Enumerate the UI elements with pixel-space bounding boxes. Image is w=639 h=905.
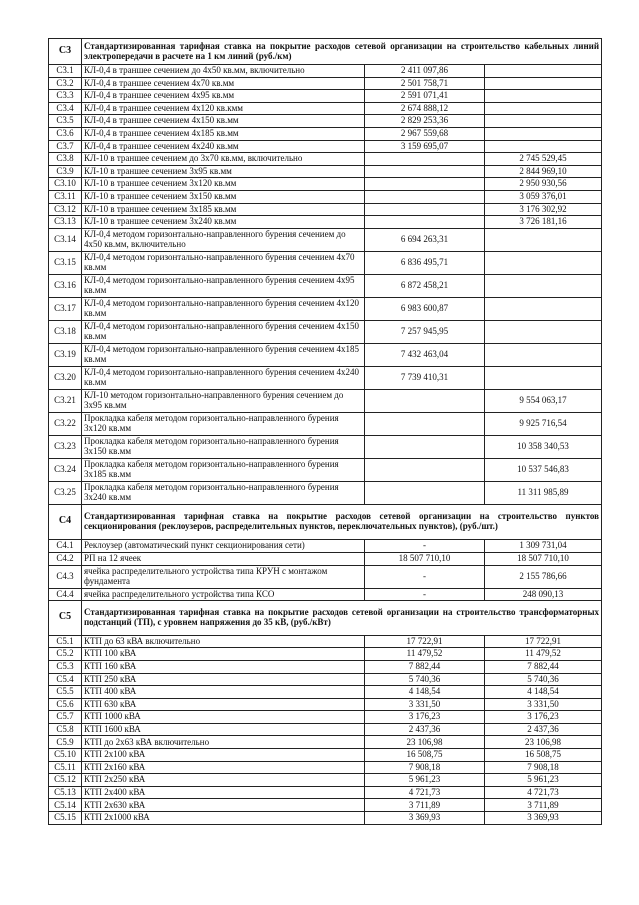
row-description: КТП 250 кВА	[82, 673, 365, 686]
table-row	[49, 203, 602, 216]
section-header-row	[49, 39, 602, 65]
section-title: Стандартизированная тарифная ставка на покрытие расходов сетевой организации на строительство кабельных линий электропередачи в расчете на 1 км линий (руб./км)	[82, 39, 602, 65]
table-body	[49, 39, 602, 825]
table-row	[49, 481, 602, 504]
table-row	[49, 761, 602, 774]
value-col-1: 11 479,52	[365, 648, 485, 661]
table-row	[49, 366, 602, 389]
table-row	[49, 786, 602, 799]
value-col-1	[365, 389, 485, 412]
value-col-2: 2 844 969,10	[485, 165, 602, 178]
table-row	[49, 115, 602, 128]
row-description: КЛ-0,4 в траншее сечением 4х150 кв.мм	[82, 115, 365, 128]
row-description: РП на 12 ячеек	[82, 552, 365, 565]
row-code: C3.3	[49, 90, 82, 103]
row-code: C3.20	[49, 366, 82, 389]
value-col-1: 7 882,44	[365, 660, 485, 673]
table-row	[49, 297, 602, 320]
value-col-2: 1 309 731,04	[485, 539, 602, 552]
value-col-1	[365, 190, 485, 203]
table-row	[49, 228, 602, 251]
row-code: C3.4	[49, 102, 82, 115]
value-col-2: 248 090,13	[485, 588, 602, 600]
value-col-2	[485, 90, 602, 103]
row-description: КЛ-0,4 в траншее сечением 4х95 кв.мм	[82, 90, 365, 103]
row-code: C5.9	[49, 736, 82, 749]
row-description: КЛ-10 в траншее сечением до 3х70 кв.мм, включительно	[82, 153, 365, 166]
row-description: КЛ-10 в траншее сечением 3х95 кв.мм	[82, 165, 365, 178]
section-title: Стандартизированная тарифная ставка на покрытие расходов сетевой организации на строительство трансформаторных подстанций (ТП), с уровнем напряжения до 35 кВ, (руб./кВт)	[82, 600, 602, 635]
table-row	[49, 320, 602, 343]
value-col-1: 4 148,54	[365, 686, 485, 699]
table-row	[49, 588, 602, 600]
value-col-1: 17 722,91	[365, 635, 485, 648]
row-description: КЛ-10 в траншее сечением 3х240 кв.мм	[82, 216, 365, 229]
value-col-1: 2 674 888,12	[365, 102, 485, 115]
row-description: КЛ-0,4 в траншее сечением 4х185 кв.мм	[82, 127, 365, 140]
row-description: КТП 100 кВА	[82, 648, 365, 661]
value-col-1	[365, 165, 485, 178]
row-description: КЛ-0,4 в траншее сечением 4х70 кв.мм	[82, 77, 365, 90]
row-code: C5.5	[49, 686, 82, 699]
value-col-2: 23 106,98	[485, 736, 602, 749]
value-col-2: 2 745 529,45	[485, 153, 602, 166]
value-col-1: 4 721,73	[365, 786, 485, 799]
row-description: КЛ-0,4 в траншее сечением 4х240 кв.мм	[82, 140, 365, 153]
value-col-1: 3 711,89	[365, 799, 485, 812]
value-col-2: 5 740,36	[485, 673, 602, 686]
table-row	[49, 686, 602, 699]
value-col-2: 5 961,23	[485, 774, 602, 787]
table-row	[49, 565, 602, 588]
table-row	[49, 65, 602, 78]
table-row	[49, 698, 602, 711]
value-col-2	[485, 251, 602, 274]
value-col-2	[485, 65, 602, 78]
row-description: ячейка распределительного устройства типа КСО	[82, 588, 365, 600]
table-row	[49, 812, 602, 825]
value-col-2	[485, 297, 602, 320]
value-col-2: 7 882,44	[485, 660, 602, 673]
row-description: КЛ-0,4 методом горизонтально-направленного бурения сечением 4х95 кв.мм	[82, 274, 365, 297]
value-col-1	[365, 178, 485, 191]
value-col-1: -	[365, 539, 485, 552]
row-description: КТП 2х630 кВА	[82, 799, 365, 812]
value-col-2: 3 176,23	[485, 711, 602, 724]
row-description: Прокладка кабеля методом горизонтально-направленного бурения 3х240 кв.мм	[82, 481, 365, 504]
table-row	[49, 343, 602, 366]
value-col-1: 2 591 071,41	[365, 90, 485, 103]
row-description: КТП 1600 кВА	[82, 723, 365, 736]
row-description: КТП 2х250 кВА	[82, 774, 365, 787]
value-col-2: 10 537 546,83	[485, 458, 602, 481]
value-col-1: 6 836 495,71	[365, 251, 485, 274]
value-col-1: 16 508,75	[365, 749, 485, 762]
table-row	[49, 774, 602, 787]
value-col-1: 2 967 559,68	[365, 127, 485, 140]
value-col-1: 5 740,36	[365, 673, 485, 686]
tariff-rates-table	[48, 38, 602, 825]
row-description: Прокладка кабеля методом горизонтально-направленного бурения 3х185 кв.мм	[82, 458, 365, 481]
row-code: C5.1	[49, 635, 82, 648]
row-description: КЛ-0,4 методом горизонтально-направленного бурения сечением 4х70 кв.мм	[82, 251, 365, 274]
table-row	[49, 77, 602, 90]
row-code: C3.7	[49, 140, 82, 153]
table-row	[49, 673, 602, 686]
section-code: C3	[49, 39, 82, 65]
table-row	[49, 458, 602, 481]
row-description: Реклоузер (автоматический пункт секционирования сети)	[82, 539, 365, 552]
row-description: КТП 2х400 кВА	[82, 786, 365, 799]
row-description: КЛ-0,4 методом горизонтально-направленного бурения сечением до 4х50 кв.мм, включительно	[82, 228, 365, 251]
row-description: КЛ-0,4 методом горизонтально-направленного бурения сечением 4х185 кв.мм	[82, 343, 365, 366]
row-code: C3.18	[49, 320, 82, 343]
row-description: КЛ-0,4 в траншее сечением до 4х50 кв.мм, включительно	[82, 65, 365, 78]
table-row	[49, 723, 602, 736]
value-col-1	[365, 153, 485, 166]
row-description: КЛ-0,4 методом горизонтально-направленного бурения сечением 4х150 кв.мм	[82, 320, 365, 343]
row-code: C3.10	[49, 178, 82, 191]
value-col-2: 2 155 786,66	[485, 565, 602, 588]
value-col-1: 7 432 463,04	[365, 343, 485, 366]
row-code: C3.16	[49, 274, 82, 297]
value-col-2: 17 722,91	[485, 635, 602, 648]
row-description: КЛ-10 в траншее сечением 3х120 кв.мм	[82, 178, 365, 191]
value-col-2: 16 508,75	[485, 749, 602, 762]
value-col-2	[485, 274, 602, 297]
value-col-2: 3 726 181,16	[485, 216, 602, 229]
row-code: C5.2	[49, 648, 82, 661]
value-col-1: -	[365, 588, 485, 600]
row-code: C3.19	[49, 343, 82, 366]
value-col-2	[485, 140, 602, 153]
row-code: C5.14	[49, 799, 82, 812]
value-col-1: 6 872 458,21	[365, 274, 485, 297]
row-description: КТП до 2х63 кВА включительно	[82, 736, 365, 749]
row-code: C3.17	[49, 297, 82, 320]
row-code: C3.2	[49, 77, 82, 90]
row-code: C3.13	[49, 216, 82, 229]
value-col-2: 3 369,93	[485, 812, 602, 825]
row-code: C3.11	[49, 190, 82, 203]
value-col-2: 11 479,52	[485, 648, 602, 661]
value-col-1: -	[365, 565, 485, 588]
value-col-1: 23 106,98	[365, 736, 485, 749]
row-description: КЛ-0,4 методом горизонтально-направленного бурения сечением 4х240 кв.мм	[82, 366, 365, 389]
value-col-1	[365, 481, 485, 504]
row-code: C5.4	[49, 673, 82, 686]
value-col-1: 3 331,50	[365, 698, 485, 711]
table-row	[49, 178, 602, 191]
row-description: Прокладка кабеля методом горизонтально-направленного бурения 3х150 кв.мм	[82, 435, 365, 458]
row-description: КТП 400 кВА	[82, 686, 365, 699]
row-code: C3.1	[49, 65, 82, 78]
table-row	[49, 127, 602, 140]
value-col-2: 3 176 302,92	[485, 203, 602, 216]
row-description: КЛ-10 в траншее сечением 3х185 кв.мм	[82, 203, 365, 216]
row-code: C5.10	[49, 749, 82, 762]
row-description: КТП 160 кВА	[82, 660, 365, 673]
value-col-2: 9 925 716,54	[485, 412, 602, 435]
value-col-1: 5 961,23	[365, 774, 485, 787]
row-code: C3.14	[49, 228, 82, 251]
value-col-1: 3 159 695,07	[365, 140, 485, 153]
value-col-2	[485, 320, 602, 343]
row-description: КТП 630 кВА	[82, 698, 365, 711]
value-col-1: 2 829 253,36	[365, 115, 485, 128]
value-col-1: 6 694 263,31	[365, 228, 485, 251]
section-code: C4	[49, 504, 82, 539]
table-row	[49, 190, 602, 203]
table-row	[49, 552, 602, 565]
table-row	[49, 140, 602, 153]
table-row	[49, 799, 602, 812]
row-code: C5.6	[49, 698, 82, 711]
table-row	[49, 389, 602, 412]
value-col-2: 10 358 340,53	[485, 435, 602, 458]
row-code: C5.12	[49, 774, 82, 787]
table-row	[49, 736, 602, 749]
row-code: C5.8	[49, 723, 82, 736]
value-col-1	[365, 435, 485, 458]
table-row	[49, 648, 602, 661]
value-col-1: 3 176,23	[365, 711, 485, 724]
row-description: КЛ-0,4 в траншее сечением 4х120 кв.кмм	[82, 102, 365, 115]
row-code: C3.12	[49, 203, 82, 216]
row-code: C3.5	[49, 115, 82, 128]
row-code: C3.15	[49, 251, 82, 274]
table-row	[49, 539, 602, 552]
value-col-1	[365, 412, 485, 435]
table-row	[49, 435, 602, 458]
value-col-1	[365, 216, 485, 229]
value-col-1: 2 437,36	[365, 723, 485, 736]
row-description: КЛ-10 методом горизонтально-направленного бурения сечением до 3х95 кв.мм	[82, 389, 365, 412]
value-col-2: 4 721,73	[485, 786, 602, 799]
row-code: C3.9	[49, 165, 82, 178]
value-col-2	[485, 228, 602, 251]
table-row	[49, 102, 602, 115]
row-code: C3.23	[49, 435, 82, 458]
table-row	[49, 274, 602, 297]
value-col-2	[485, 127, 602, 140]
row-description: Прокладка кабеля методом горизонтально-направленного бурения 3х120 кв.мм	[82, 412, 365, 435]
row-code: C3.8	[49, 153, 82, 166]
value-col-1: 2 411 097,86	[365, 65, 485, 78]
value-col-1: 3 369,93	[365, 812, 485, 825]
section-header-row	[49, 504, 602, 539]
value-col-2: 7 908,18	[485, 761, 602, 774]
table-row	[49, 711, 602, 724]
row-description: КТП до 63 кВА включительно	[82, 635, 365, 648]
row-description: КТП 1000 кВА	[82, 711, 365, 724]
row-code: C5.11	[49, 761, 82, 774]
row-description: КТП 2х100 кВА	[82, 749, 365, 762]
section-code: C5	[49, 600, 82, 635]
row-description: КЛ-10 в траншее сечением 3х150 кв.мм	[82, 190, 365, 203]
table-row	[49, 749, 602, 762]
value-col-1: 7 739 410,31	[365, 366, 485, 389]
table-row	[49, 635, 602, 648]
value-col-1: 6 983 600,87	[365, 297, 485, 320]
value-col-2: 3 331,50	[485, 698, 602, 711]
row-code: C5.13	[49, 786, 82, 799]
value-col-2: 4 148,54	[485, 686, 602, 699]
row-code: C3.24	[49, 458, 82, 481]
value-col-2	[485, 102, 602, 115]
value-col-2: 18 507 710,10	[485, 552, 602, 565]
value-col-1: 7 908,18	[365, 761, 485, 774]
value-col-2: 9 554 063,17	[485, 389, 602, 412]
value-col-2	[485, 115, 602, 128]
row-description: ячейка распределительного устройства типа КРУН с монтажом фундамента	[82, 565, 365, 588]
section-title: Стандартизированная тарифная ставка на покрытие расходов сетевой организации на строительство пунктов секционирования (реклоузеров, распределительных пунктов, переключательных пунктов), (руб./шт.)	[82, 504, 602, 539]
row-description: КТП 2х160 кВА	[82, 761, 365, 774]
value-col-2	[485, 366, 602, 389]
row-code: C5.15	[49, 812, 82, 825]
value-col-2: 2 950 930,56	[485, 178, 602, 191]
table-row	[49, 165, 602, 178]
value-col-1: 18 507 710,10	[365, 552, 485, 565]
value-col-1: 2 501 758,71	[365, 77, 485, 90]
value-col-2	[485, 343, 602, 366]
table-row	[49, 90, 602, 103]
row-description: КЛ-0,4 методом горизонтально-направленного бурения сечением 4х120 кв.мм	[82, 297, 365, 320]
value-col-2: 2 437,36	[485, 723, 602, 736]
row-code: C4.2	[49, 552, 82, 565]
value-col-1	[365, 203, 485, 216]
value-col-1	[365, 458, 485, 481]
value-col-2: 3 059 376,01	[485, 190, 602, 203]
table-row	[49, 251, 602, 274]
table-row	[49, 660, 602, 673]
row-description: КТП 2х1000 кВА	[82, 812, 365, 825]
value-col-2	[485, 77, 602, 90]
row-code: C5.3	[49, 660, 82, 673]
row-code: C4.4	[49, 588, 82, 600]
table-row	[49, 216, 602, 229]
value-col-1: 7 257 945,95	[365, 320, 485, 343]
row-code: C3.22	[49, 412, 82, 435]
row-code: C3.25	[49, 481, 82, 504]
row-code: C3.21	[49, 389, 82, 412]
value-col-2: 11 311 985,89	[485, 481, 602, 504]
row-code: C5.7	[49, 711, 82, 724]
row-code: C4.3	[49, 565, 82, 588]
section-header-row	[49, 600, 602, 635]
table-row	[49, 412, 602, 435]
row-code: C3.6	[49, 127, 82, 140]
row-code: C4.1	[49, 539, 82, 552]
table-row	[49, 153, 602, 166]
value-col-2: 3 711,89	[485, 799, 602, 812]
